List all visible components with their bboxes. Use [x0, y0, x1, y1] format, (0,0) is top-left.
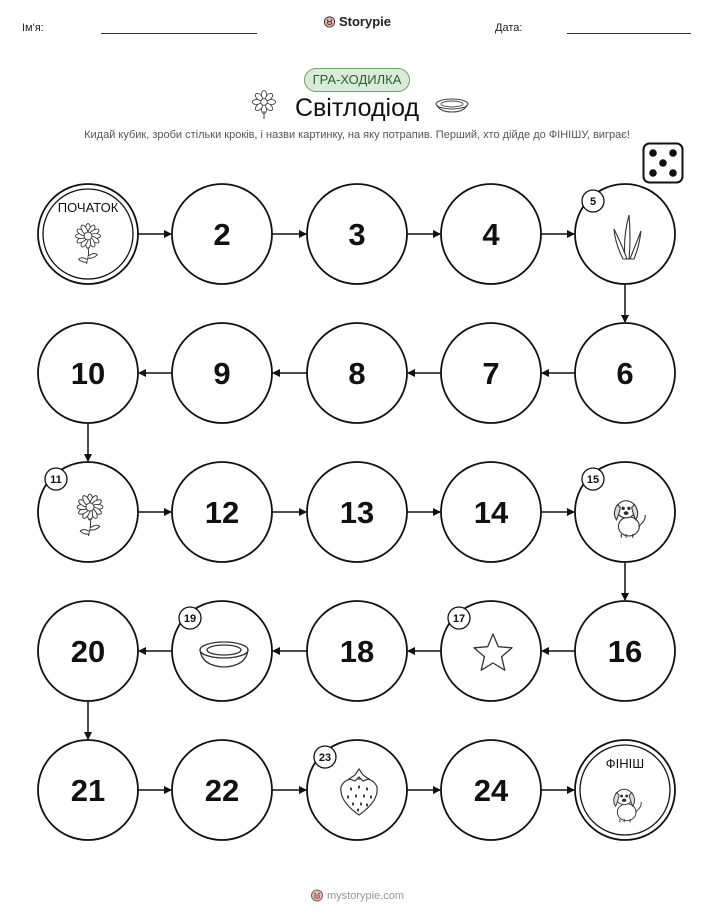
cell-number: 22 [204, 773, 240, 808]
cell-number: 14 [473, 495, 509, 530]
board-cell-17 [441, 601, 541, 701]
cell-number: 13 [339, 495, 375, 530]
board-cell-16 [575, 601, 675, 701]
cell-number-badge: 19 [183, 613, 197, 625]
cell-number: 3 [348, 217, 366, 252]
board-cell-24 [441, 740, 541, 840]
cell-number: 8 [348, 356, 366, 391]
cell-number-badge: 15 [586, 474, 600, 486]
board-cell-11 [38, 462, 138, 562]
cell-number: 20 [70, 634, 106, 669]
cell-number-badge: 5 [589, 196, 597, 208]
board-cell-13 [307, 462, 407, 562]
cell-number-badge: 11 [50, 474, 62, 486]
instructions-text: Кидай кубик, зроби стільки кроків, і назви картинку, на яку потрапив. Перший, хто дійде до ФІНІШУ, виграє! [84, 129, 630, 141]
footer-site: mystorypie.com [326, 890, 405, 902]
cell-number: 24 [473, 773, 509, 808]
board-cell-20 [38, 601, 138, 701]
start-label: ПОЧАТОК [57, 200, 119, 215]
board-cell-25 [575, 740, 675, 840]
board-cell-10 [38, 323, 138, 423]
board-cell-6 [575, 323, 675, 423]
name-label: Ім'я: [22, 22, 44, 34]
board-cell-9 [172, 323, 272, 423]
cell-number: 2 [213, 217, 231, 252]
cell-number: 9 [213, 356, 231, 391]
brand-name: Storypie [338, 14, 391, 29]
board-cell-22 [172, 740, 272, 840]
cell-number-badge: 17 [452, 613, 466, 625]
cell-number: 6 [616, 356, 634, 391]
cell-number: 12 [204, 495, 240, 530]
cell-number: 7 [482, 356, 500, 391]
finish-label: ФІНІШ [605, 756, 645, 771]
board-cell-4 [441, 184, 541, 284]
footer [0, 888, 714, 902]
board-cell-21 [38, 740, 138, 840]
cell-number: 16 [607, 634, 643, 669]
board-cell-12 [172, 462, 272, 562]
board-cell-15 [575, 462, 675, 562]
pig-footer-icon [310, 888, 324, 902]
board-cell-2 [172, 184, 272, 284]
board-cell-7 [441, 323, 541, 423]
board-cell-1 [38, 184, 138, 284]
game-title: Світлодіод [294, 94, 420, 122]
date-label: Дата: [495, 22, 523, 34]
cell-number: 18 [339, 634, 375, 669]
board-cell-19 [172, 601, 272, 701]
board-cell-5 [575, 184, 675, 284]
board-cell-18 [307, 601, 407, 701]
board-cell-8 [307, 323, 407, 423]
cell-number: 10 [70, 356, 106, 391]
cell-number-badge: 23 [318, 752, 332, 764]
cell-number: 4 [482, 217, 500, 252]
game-type-badge: ГРА-ХОДИЛКА [304, 68, 410, 92]
board-cell-23 [307, 740, 407, 840]
board-cell-14 [441, 462, 541, 562]
board-cell-3 [307, 184, 407, 284]
cell-number: 21 [70, 773, 106, 808]
